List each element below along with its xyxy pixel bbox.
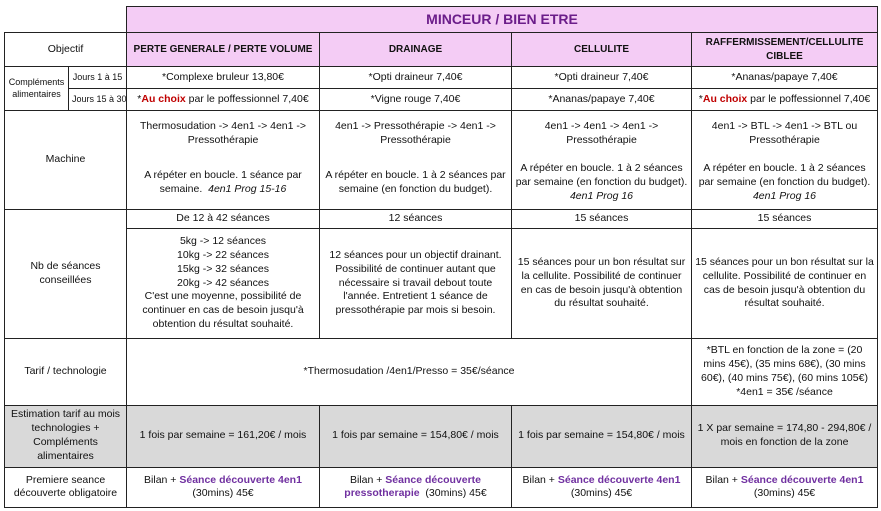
tarif-btl-text: *BTL en fonction de la zone = (20 mins 45€), (35 mins 68€), (30 mins 60€), (40 mins 75€), (60 mins 105€) <box>701 344 868 384</box>
cell-complement-perte-j15 <box>127 89 320 111</box>
jours-1-15-label: Jours 1 à 15 <box>69 67 127 89</box>
cell-machine-cellulite-seq: 4en1 -> 4en1 -> 4en1 -> Pressothérapie <box>512 111 692 157</box>
repeat-text: A répéter en boucle. 1 à 2 séances par semaine (en fonction du budget). <box>515 162 688 189</box>
au-choix-text: Au choix <box>702 92 748 105</box>
cell-seances-drainage-desc: 12 séances pour un objectif drainant. Possibilité de continuer autant que nécessaire si travail debout toute l'année. Entretient 1 séance de pressothérapie par mois si besoin. <box>320 228 512 338</box>
cell-machine-perte-rep <box>127 157 320 209</box>
header-cellulite: CELLULITE <box>512 33 692 67</box>
cell-seances-raff-desc: 15 séances pour un bon résultat sur la cellulite. Possibilité de continuer en cas de besoin jusqu'à obtention du résultat souhaité. <box>692 228 878 338</box>
premiere-label: Premiere seance découverte obligatoire <box>5 467 127 507</box>
cell-premiere-perte <box>127 467 320 507</box>
bilan-text: Bilan + <box>349 473 386 486</box>
asterisk: * <box>137 92 142 105</box>
tarif-4en1-text: *4en1 = 35€ /séance <box>736 385 833 398</box>
cell-seances-cellulite-count: 15 séances <box>512 209 692 228</box>
decouverte-text: Séance découverte pressotherapie <box>344 473 482 500</box>
cell-machine-raff-seq: 4en1 -> BTL -> 4en1 -> BTL ou Pressothérapie <box>692 111 878 157</box>
cell-machine-drainage-seq: 4en1 -> Pressothérapie -> 4en1 -> Pressothérapie <box>320 111 512 157</box>
seances-line: 20kg -> 42 séances <box>177 276 269 289</box>
bilan-text: Bilan + <box>705 473 741 486</box>
cell-premiere-cellulite <box>512 467 692 507</box>
seances-line: 10kg -> 22 séances <box>177 248 269 261</box>
cell-complement-raff-j15 <box>692 89 878 111</box>
prog-text: 4en1 Prog 16 <box>752 189 817 202</box>
duration-price-text: (30mins) 45€ <box>570 487 633 500</box>
pricing-table <box>4 6 878 508</box>
prog-text: 4en1 Prog 16 <box>569 189 634 202</box>
cell-premiere-drainage <box>320 467 512 507</box>
jours-15-30-label: Jours 15 à 30 <box>69 89 127 111</box>
cell-estimation-cellulite: 1 fois par semaine = 154,80€ / mois <box>512 405 692 467</box>
cell-tarif-main: *Thermosudation /4en1/Presso = 35€/séance <box>127 339 692 405</box>
duration-price-text: (30mins) 45€ <box>753 487 816 500</box>
header-perte: PERTE GENERALE / PERTE VOLUME <box>127 33 320 67</box>
cell-estimation-raff: 1 X par semaine = 174,80 - 294,80€ / mois en fonction de la zone <box>692 405 878 467</box>
header-objectif: Objectif <box>5 33 127 67</box>
cell-seances-cellulite-desc: 15 séances pour un bon résultat sur la cellulite. Possibilité de continuer en cas de besoin jusqu'à obtention du résultat souhaité. <box>512 228 692 338</box>
seances-line: 15kg -> 32 séances <box>177 262 269 275</box>
cell-tarif-raff <box>692 339 878 405</box>
decouverte-text: Séance découverte 4en1 <box>740 473 864 486</box>
cell-machine-cellulite-rep <box>512 157 692 209</box>
bilan-text: Bilan + <box>522 473 558 486</box>
estimation-label: Estimation tarif au mois technologies + Compléments alimentaires <box>5 405 127 467</box>
complements-label: Compléments alimentaires <box>5 67 69 111</box>
bilan-text: Bilan + <box>144 473 180 486</box>
complement-text: par le poffessionnel 7,40€ <box>185 92 309 105</box>
cell-complement-cellulite-j1: *Opti draineur 7,40€ <box>512 67 692 89</box>
cell-seances-drainage-count: 12 séances <box>320 209 512 228</box>
cell-complement-cellulite-j15: *Ananas/papaye 7,40€ <box>512 89 692 111</box>
table-title: MINCEUR / BIEN ETRE <box>127 7 878 33</box>
cell-complement-raff-j1: *Ananas/papaye 7,40€ <box>692 67 878 89</box>
header-raffermissement: RAFFERMISSEMENT/CELLULITE CIBLEE <box>692 33 878 67</box>
au-choix-text: Au choix <box>141 92 186 105</box>
cell-seances-perte-desc <box>127 228 320 338</box>
cell-machine-perte-seq: Thermosudation -> 4en1 -> 4en1 -> Pressothérapie <box>127 111 320 157</box>
cell-seances-perte-count: De 12 à 42 séances <box>127 209 320 228</box>
cell-complement-perte-j1: *Complexe bruleur 13,80€ <box>127 67 320 89</box>
seances-label: Nb de séances conseillées <box>5 209 127 338</box>
decouverte-text: Séance découverte 4en1 <box>179 473 302 486</box>
machine-label: Machine <box>5 111 127 209</box>
repeat-text: A répéter en boucle. 1 à 2 séances par semaine (en fonction du budget). <box>698 162 871 189</box>
duration-price-text: (30mins) 45€ <box>425 487 487 500</box>
cell-complement-drainage-j1: *Opti draineur 7,40€ <box>320 67 512 89</box>
prog-text: 4en1 Prog 15-16 <box>208 182 287 195</box>
tarif-label: Tarif / technologie <box>5 339 127 405</box>
cell-machine-drainage-rep: A répéter en boucle. 1 à 2 séances par semaine (en fonction du budget). <box>320 157 512 209</box>
blank-corner <box>5 7 127 33</box>
asterisk: * <box>698 92 703 105</box>
repeat-text: A répéter en boucle. 1 séance par semaine. <box>144 169 302 195</box>
cell-premiere-raff <box>692 467 878 507</box>
cell-estimation-perte: 1 fois par semaine = 161,20€ / mois <box>127 405 320 467</box>
cell-seances-raff-count: 15 séances <box>692 209 878 228</box>
complement-text: par le poffessionnel 7,40€ <box>747 92 871 105</box>
seances-note: C'est une moyenne, possibilité de continuer en cas de besoin jusqu'à obtention du résultat souhaité. <box>142 290 304 331</box>
header-drainage: DRAINAGE <box>320 33 512 67</box>
cell-complement-drainage-j15: *Vigne rouge 7,40€ <box>320 89 512 111</box>
cell-machine-raff-rep <box>692 157 878 209</box>
decouverte-text: Séance découverte 4en1 <box>557 473 681 486</box>
cell-estimation-drainage: 1 fois par semaine = 154,80€ / mois <box>320 405 512 467</box>
duration-price-text: (30mins) 45€ <box>192 487 254 500</box>
seances-line: 5kg -> 12 séances <box>179 235 267 247</box>
